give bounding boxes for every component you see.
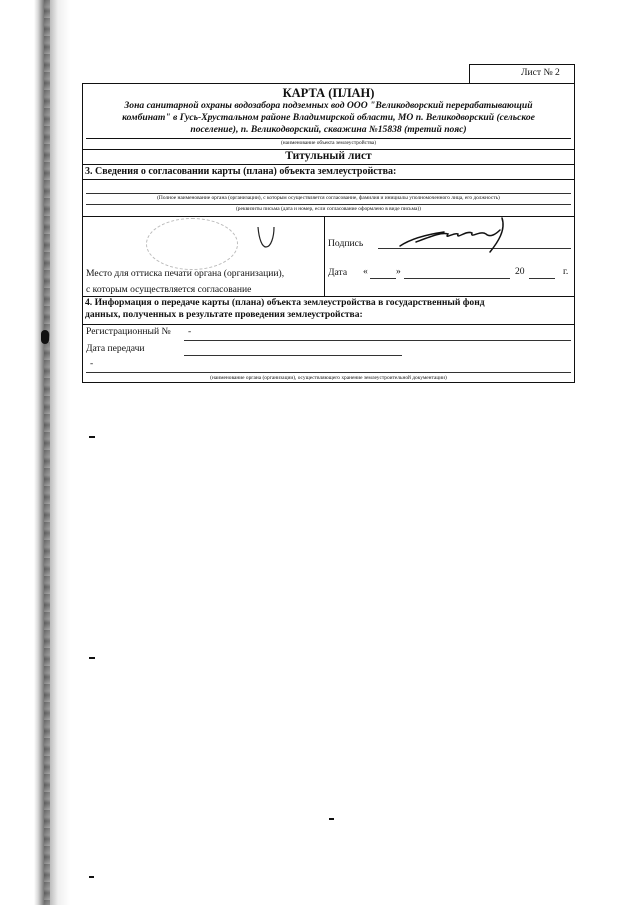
handwritten-signature (386, 212, 526, 262)
org-name-line (86, 193, 571, 194)
scan-speck (89, 876, 94, 878)
storage-org-value: - (90, 358, 94, 369)
date-year-prefix: 20 (515, 266, 525, 277)
object-line-1: Зона санитарной охраны водозабора подземных вод ООО "Великодворский перерабатывающий (124, 100, 533, 111)
section4-heading-2: данных, полученных в результате проведения землеустройства: (85, 309, 363, 320)
divider-line (82, 164, 575, 165)
stamp-column-divider (324, 216, 325, 296)
faint-stamp-impression (146, 218, 238, 270)
object-line-3: поселение), п. Великодворский, скважина №15838 (третий пояс) (190, 124, 467, 135)
section4-heading: 4. Информация о передаче карты (плана) объекта землеустройства в государственный фонд (85, 297, 485, 308)
registration-number-line (184, 340, 571, 341)
scan-edge-texture (44, 0, 50, 905)
map-title: КАРТА (ПЛАН) (282, 86, 375, 100)
signature-label: Подпись (328, 238, 364, 249)
registration-number-label: Регистрационный № (86, 326, 171, 337)
date-quote-close: » (396, 266, 401, 277)
scan-speck (329, 818, 334, 820)
divider-line (82, 179, 575, 180)
scan-edge-shadow (0, 0, 80, 905)
faint-stamp-mark (255, 225, 277, 251)
scan-speck (89, 436, 95, 438)
scan-speck (89, 657, 95, 659)
stamp-place-label-2: с которым осуществляется согласование (86, 284, 252, 295)
divider-line (82, 324, 575, 325)
binding-hole-mark (41, 330, 49, 344)
date-quote-open: « (363, 266, 368, 277)
transfer-date-line (184, 355, 402, 356)
object-underline (86, 138, 571, 139)
transfer-date-label: Дата передачи (86, 343, 145, 354)
date-year-line (529, 278, 555, 279)
stamp-place-label: Место для оттиска печати органа (организации), (86, 268, 285, 279)
title-sheet-label: Титульный лист (285, 150, 372, 162)
date-label: Дата (328, 267, 348, 278)
object-caption: (наименование объекта землеустройства) (281, 140, 376, 146)
section3-letter-caption: (реквизиты письма (дата и номер, если согласование оформлено в виде письма)) (236, 206, 421, 212)
date-year-suffix: г. (563, 266, 569, 277)
storage-org-caption: (наименование органа (организации), осуществляющего хранение землеустроительной документации) (210, 375, 447, 381)
date-month-line (404, 278, 510, 279)
letter-details-line (86, 204, 571, 205)
registration-number-value: - (188, 326, 192, 337)
object-line-2: комбинат" в Гусь-Хрустальном районе Владимирской области, МО п. Великодворский (сельское (122, 112, 535, 123)
storage-org-line (86, 372, 571, 373)
section3-org-caption: (Полное наименование органа (организации), с которым осуществляется согласование, фамилия и инициалы уполномоченного лица, его должность) (157, 195, 500, 201)
date-day-line (370, 278, 396, 279)
sheet-number: Лист № 2 (521, 67, 560, 78)
section3-heading: 3. Сведения о согласовании карты (плана) объекта землеустройства: (85, 166, 397, 177)
